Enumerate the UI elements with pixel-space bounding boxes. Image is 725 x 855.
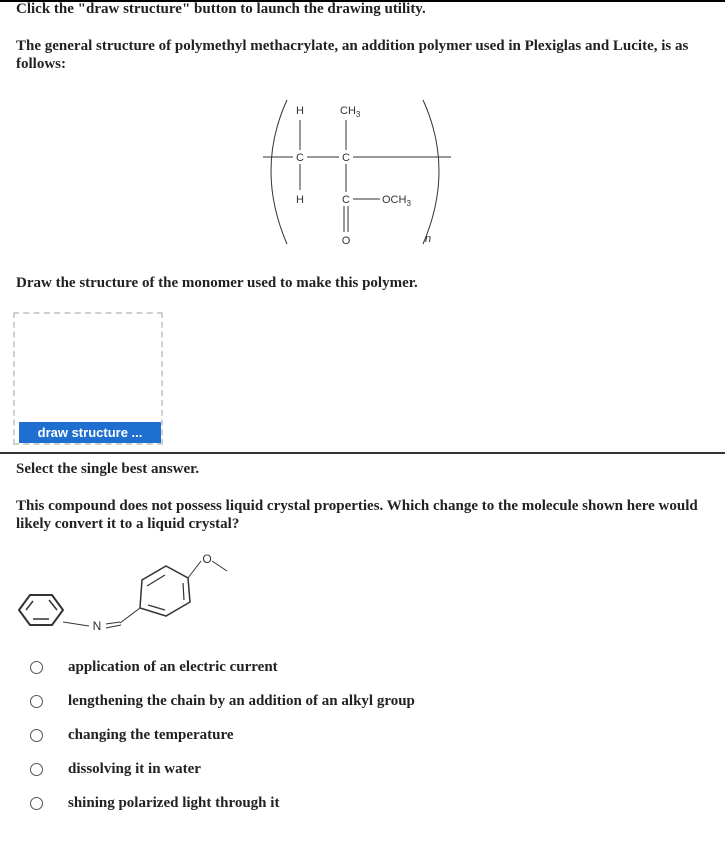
option-label: lengthening the chain by an addition of an alkyl group [68, 693, 415, 709]
methoxy-group-label: $OCH_3$ [382, 194, 411, 208]
repeat-unit-n: n [425, 233, 432, 245]
liquid-crystal-molecule [14, 548, 234, 648]
atom-h-bottom: H [296, 194, 304, 206]
atom-c-right: C [342, 152, 350, 164]
atom-n: N [92, 619, 102, 633]
draw-structure-button[interactable]: draw structure ... [19, 422, 161, 443]
section-divider [0, 452, 725, 454]
radio-button-icon[interactable] [30, 797, 43, 810]
answer-option-2[interactable] [30, 690, 530, 724]
atom-h-top: H [296, 105, 304, 117]
select-instruction: Select the single best answer. [16, 461, 200, 477]
radio-button-icon[interactable] [30, 695, 43, 708]
question-1-text: The general structure of polymethyl methacrylate, an addition polymer used in Plexiglas and Lucite, is as follows: [16, 38, 689, 72]
option-label: application of an electric current [68, 659, 278, 675]
polymer-structure [255, 92, 460, 252]
atom-c-ester: C [342, 194, 350, 206]
atom-c-left: C [296, 152, 304, 164]
question-2-text: This compound does not possess liquid crystal properties. Which change to the molecule shown here would likely convert it to a liquid crystal? [16, 498, 698, 532]
option-label: dissolving it in water [68, 761, 201, 777]
answer-option-1[interactable] [30, 656, 530, 690]
draw-prompt-text: Draw the structure of the monomer used to make this polymer. [16, 275, 418, 291]
answer-option-4[interactable] [30, 758, 530, 792]
radio-button-icon[interactable] [30, 763, 43, 776]
option-label: changing the temperature [68, 727, 234, 743]
methyl-group-label: $CH_3$ [340, 105, 361, 119]
answer-option-3[interactable] [30, 724, 530, 758]
option-label: shining polarized light through it [68, 795, 280, 811]
answer-options [30, 656, 530, 826]
radio-button-icon[interactable] [30, 661, 43, 674]
radio-button-icon[interactable] [30, 729, 43, 742]
atom-o-carbonyl: O [341, 235, 351, 247]
atom-o: O [202, 552, 212, 566]
instruction-text: Click the "draw structure" button to launch the drawing utility. [16, 1, 426, 17]
answer-option-5[interactable] [30, 792, 530, 826]
